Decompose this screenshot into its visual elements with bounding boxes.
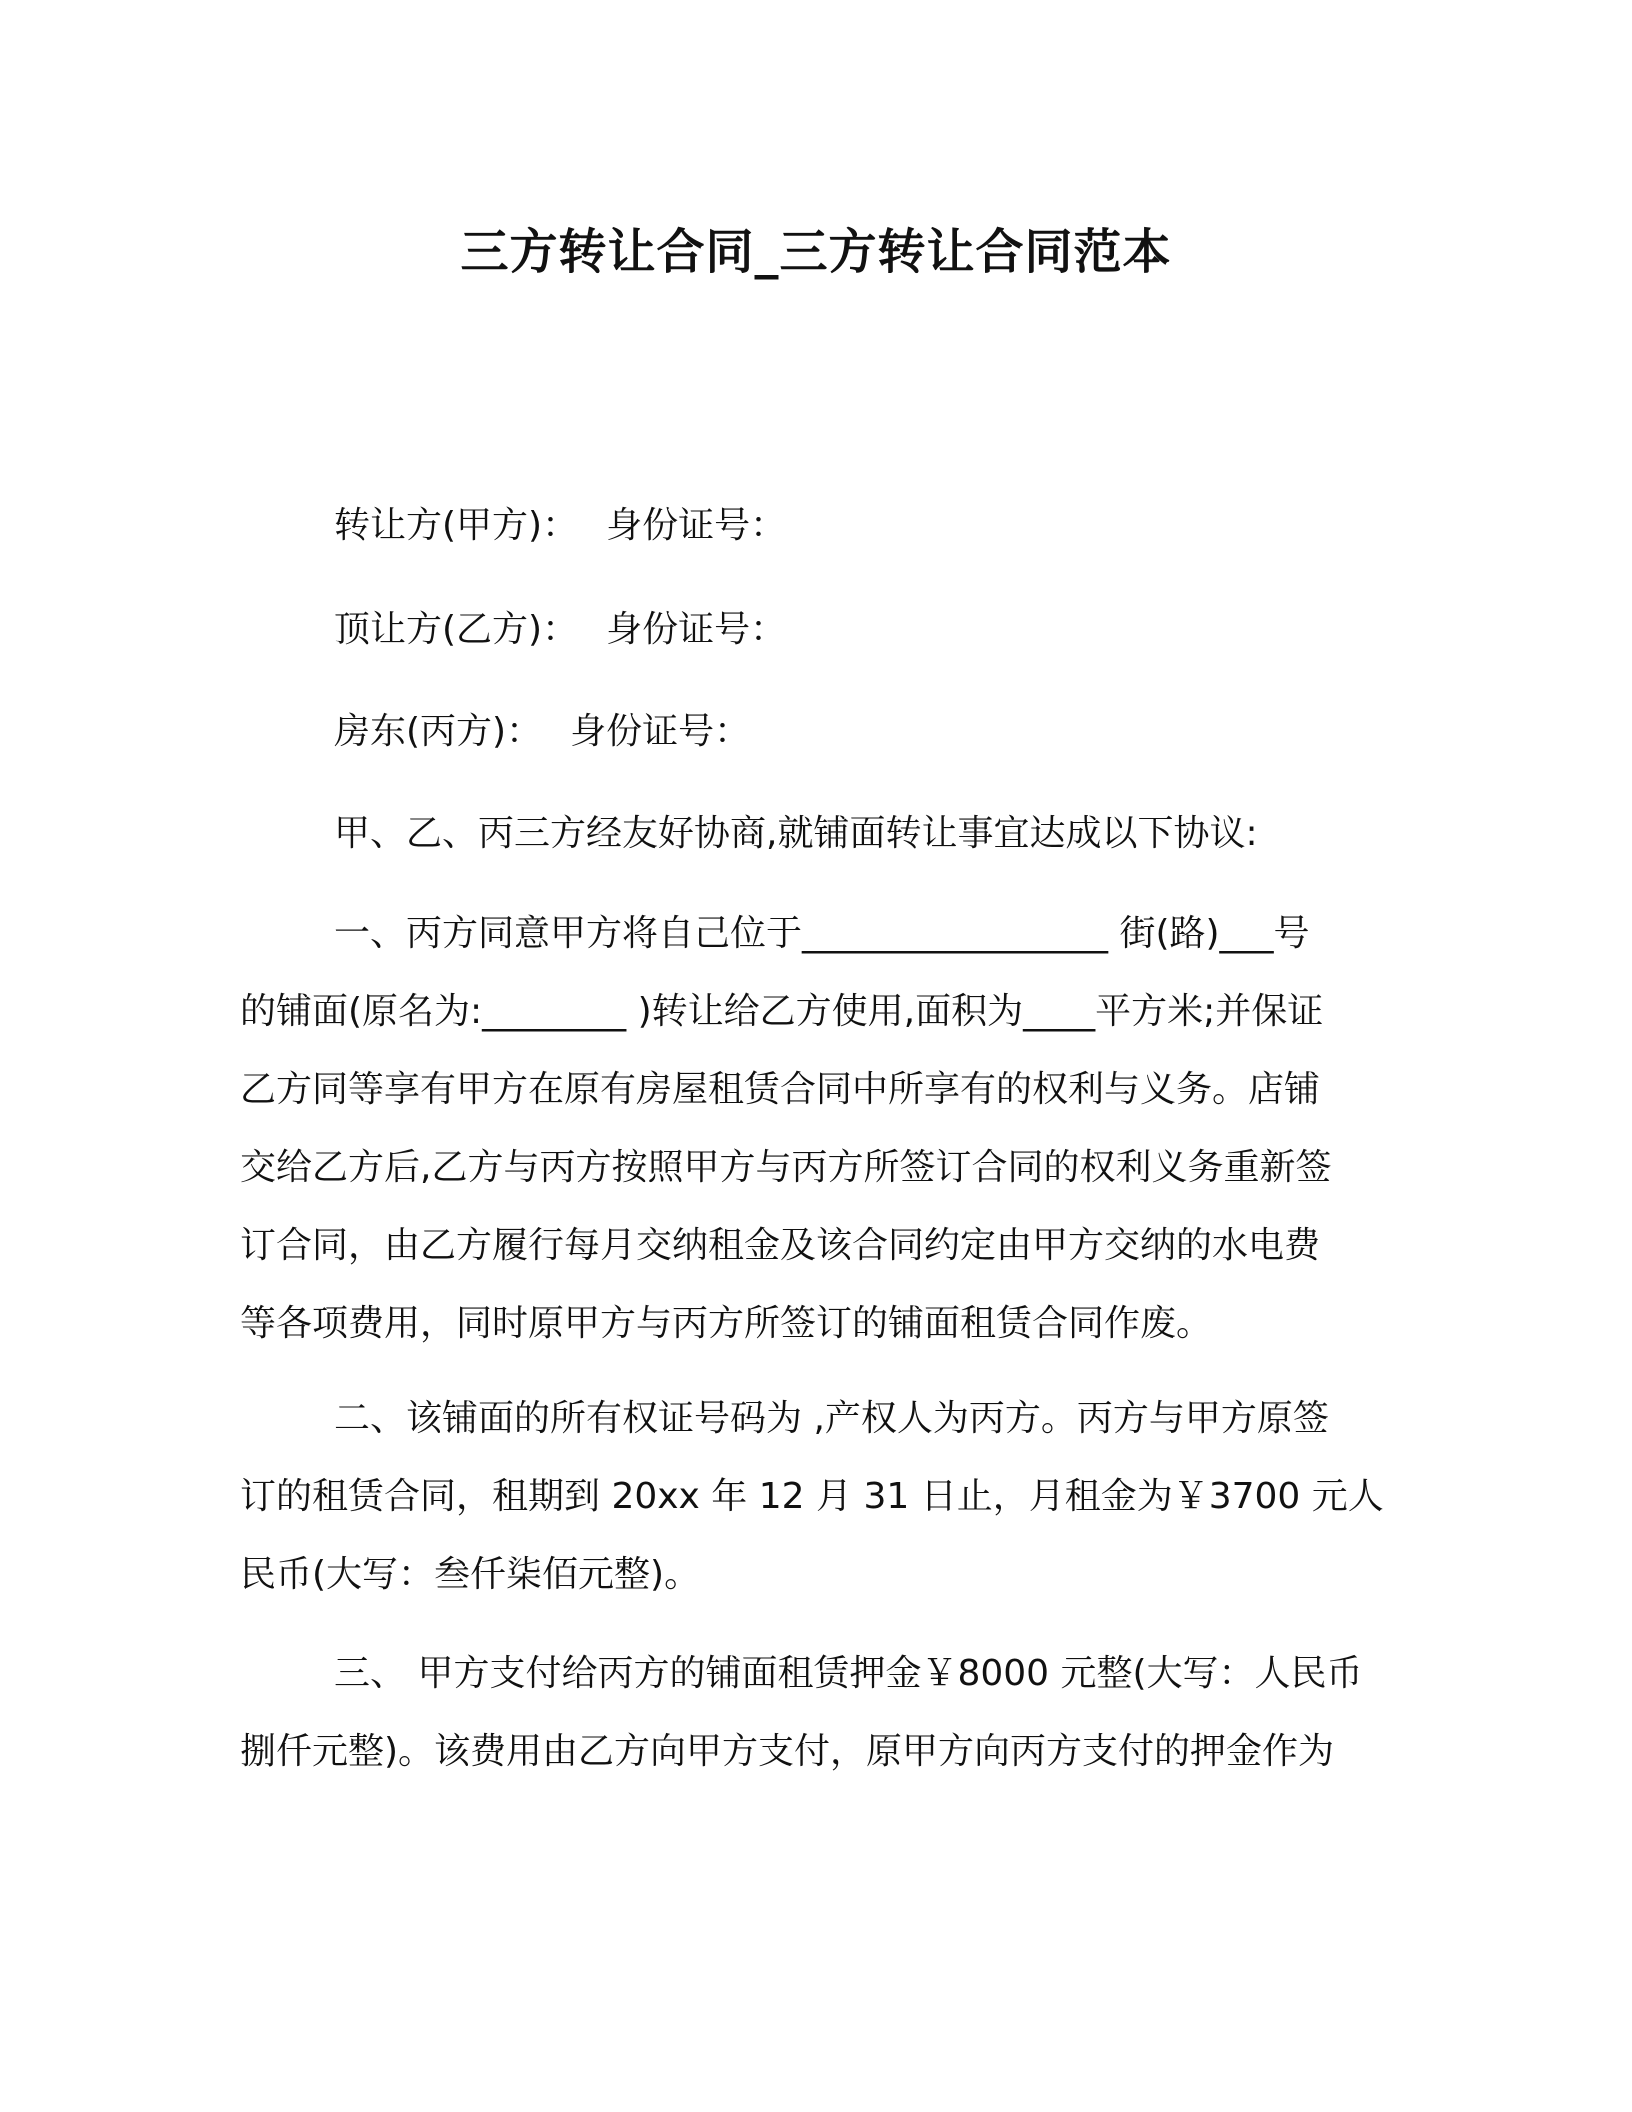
- party-label: 顶让方(乙方)：: [334, 609, 579, 650]
- party-transferor: [334, 502, 786, 550]
- clause-2: [240, 1380, 1384, 1614]
- clause-line: 一、丙方同意甲方将自己位于_________________ 街(路)___号: [334, 913, 1310, 954]
- party-transferee: [334, 606, 786, 654]
- intro-paragraph: 甲、乙、丙三方经友好协商,就铺面转让事宜达成以下协议:: [334, 813, 1258, 854]
- id-number-label: 身份证号：: [570, 711, 751, 752]
- clause-line: 三、 甲方支付给丙方的铺面租赁押金￥8000 元整(大写：人民币: [334, 1653, 1363, 1694]
- id-number-label: 身份证号：: [606, 505, 787, 546]
- party-landlord: [334, 708, 750, 756]
- document-title: 三方转让合同_三方转让合同范本: [460, 224, 1172, 280]
- clause-line: 订的租赁合同，租期到 20xx 年 12 月 31 日止，月租金为￥3700 元人: [240, 1476, 1384, 1517]
- clause-3: [240, 1635, 1380, 1791]
- party-label: 转让方(甲方)：: [334, 505, 579, 546]
- clause-line: 等各项费用，同时原甲方与丙方所签订的铺面租赁合同作废。: [240, 1303, 1213, 1344]
- clause-line: 二、该铺面的所有权证号码为 ,产权人为丙方。丙方与甲方原签: [334, 1398, 1329, 1439]
- party-label: 房东(丙方)：: [334, 711, 543, 752]
- clause-1: [240, 895, 1380, 1363]
- clause-line: 捌仟元整)。该费用由乙方向甲方支付，原甲方向丙方支付的押金作为: [240, 1731, 1335, 1772]
- clause-line: 交给乙方后,乙方与丙方按照甲方与丙方所签订合同的权利义务重新签: [240, 1147, 1332, 1188]
- id-number-label: 身份证号：: [606, 609, 787, 650]
- clause-line: 订合同，由乙方履行每月交纳租金及该合同约定由甲方交纳的水电费: [240, 1225, 1321, 1266]
- clause-line: 的铺面(原名为:________ )转让给乙方使用,面积为____平方米;并保证: [240, 991, 1324, 1032]
- clause-line: 民币(大写：叁仟柒佰元整)。: [240, 1554, 701, 1595]
- clause-line: 乙方同等享有甲方在原有房屋租赁合同中所享有的权利与义务。店铺: [240, 1069, 1321, 1110]
